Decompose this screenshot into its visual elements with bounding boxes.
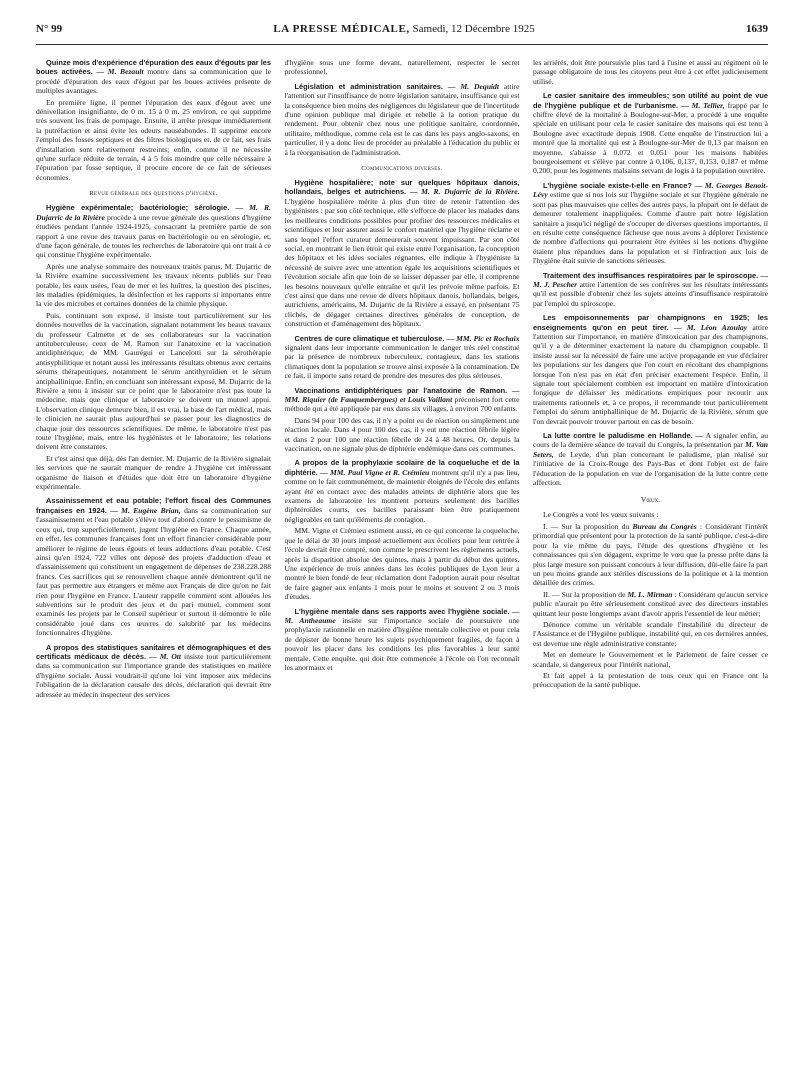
article-statistiques: A propos des statistiques sanitaires et démographiques et des certificats médicaux de décès. — M. Ott insiste tout particulièrement dans sa communication sur l'importance grande des statistiques en matière d'hygiène sociale. Aussi voudrait-il qu'une loi vint imposer aux médecins l'obligation de la déclaration causale des décès, déclaration qui devrait être adressée au médecin inspecteur des services (36, 642, 271, 699)
article-author: M. R. Dujarric de la Rivière (36, 203, 271, 222)
article-author: M. Dequidt (460, 81, 499, 91)
column-2 (285, 58, 520, 1068)
article-text: frappé par le chiffre élevé de la mortalité à Boulogne-sur-Mer, a procédé à une enquête spéciale en utilisant pour cela le casier sanitaire des maisons qui est tenu à Boulogne avec exactitude depuis 1908. Cette enquête de l'instruction lui a montré que la mortalité qui est à Boulogne-sur-Mer de 0,13 par maison en moyenne, s'abaisse à 0,072 et 0,051 pour les maisons habitées bourgeoisement et s'élève par contre à 0,106, 0,137, 0,153, 0,187 et même 0,200, pour les logements malsains servant de logis à la population ouvrière. (533, 100, 768, 176)
article-hygiene-mentale: L'hygiène mentale dans ses rapports avec l'hygiène sociale. — M. Antheaume insiste sur l'importance sociale de poursuivre une prophylaxie rationnelle en matière d'hygiène mentale collective et pour cela de dépister de bonne heure les sujets psychiquement fragiles, de façon à pouvoir les placer dans les conditions les plus favorables à leur santé mentale. Cette enquête, qui doit être commencée à l'école où l'on reconnaît les anormaux et (284, 606, 520, 672)
voeu-proposer: M. L. Mirman (627, 589, 673, 599)
article-continuation (285, 58, 520, 77)
article-paragraph: Après une analyse sommaire des nouveaux traités parus, M. Dujarric de la Rivière examine successivement les travaux récents publiés sur l'eau potable, les eaux usées, l'eau de mer et les huîtres, la question des piscines, les maladies épidémiques, la désinfection et les rapports si importants entre la vie des microbes et certaines données de la chimie physique. (36, 261, 271, 309)
article-title: Législation et administration sanitaires. (294, 81, 443, 91)
article-text: insiste sur l'importance sociale de poursuivre une prophylaxie rationnelle en matière d'hygiène mentale collective et pour cela de dépister de bonne heure les sujets psychiquement fragiles, de façon à pouvoir les placer dans les conditions les plus favorables à leur santé mentale. Cette enquête, qui doit être commencée à l'école où l'on reconnaît les anormaux et (284, 615, 520, 672)
article-title: Vaccinations antidiphtériques par l'anatoxine de Ramon. (294, 385, 508, 395)
journal-title (273, 23, 534, 35)
article-paludisme: La lutte contre le paludisme en Hollande. — A signaler enfin, au cours de la dernière séance de travail du Congrès, la présentation par M. Van Seters, de Leyde, d'un plan concernant le paludisme, plan réalisé sur l'initiative de la Croix-Rouge des Pays-Bas et dont l'objet est de faire l'éducation de la population en vue de l'organisation de la lutte contre cette affection. (533, 431, 768, 488)
article-vaccinations: Vaccinations antidiphtériques par l'anatoxine de Ramon. — MM. Riquier (de Fauquembergues) et Louis Vaillant préconisent fort cette méthode qui a été appliquée par eux dans six villages, à environ 700 enfants. Dans 94 pour 100 des cas, il n'y a point eu de réaction ou simplement une réaction locale. Dans 4 pour 100 des cas, il y eut une réaction fébrile légère et dans 2 pour 100 une réaction fébrile de 24 à 48 heures. Or, depuis la vaccination, on ne signale plus de diphtérie endémique dans ces communes. (284, 385, 520, 454)
article-paragraph: En première ligne, il permet l'épuration des eaux d'égout avec une dénivellation insignifiante, de 0 m. 15 à 0 m. 25 environ, ce qui supprime très souvent les frais de pompage. Ensuite, il arrête presque immédiatement la putréfaction et ainsi évite les odeurs nauséabondes. Il supprime encore l'emploi des fosses septiques et des filtres biologiques et, de ce fait, ses frais d'installation sont relativement restreints; enfin, comme il ne nécessite qu'une surface réduite de terrain, 4 à 5 fois moindre que celle nécessaire à l'épuration par fosse septique, il procure encore de ce fait de sérieuses économies. (36, 97, 271, 182)
column-1 (36, 58, 271, 1068)
article-author: MM. Pic et Rochaix (456, 333, 520, 343)
article-continuation (533, 58, 768, 86)
article-hygiene-experimentale: Hygiène expérimentale; bactériologie; sérologie. — M. R. Dujarric de la Rivière procède à une revue générale des questions d'hygiène étudiées pendant l'année 1924-1925, consacrant la première partie de son rapport à une revue des travaux parus en bactériologie ou en sérologie, et, d'une façon générale, de toutes les recherches de laboratoire qui ont trait à ce qui constitue l'hygiène expérimentale. Après une analyse sommaire des nouveaux traités parus, M. Dujarric de la Rivière examine successivement les travaux récents publiés sur l'eau potable, les eaux usées, l'eau de mer et les huîtres, la question des piscines, les maladies épidémiques, la désinfection et les rapports si importants entre la vie des microbes et certaines données de la chimie physique. Puis, continuant son exposé, il insiste tout particulièrement sur les données nouvelles de la vaccination, signalant notamment les beaux travaux du professeur Calmette et de ses collaborateurs sur la vaccination antituberculeuse, ceux de M. Ramon sur l'anatoxine et la vaccination antidiphtérique; de MM. Gaurégui et Lancelotti sur la sérothérapie antisyphilitique et notant aussi les intéressants résultats obtenus avec certains sérums thérapeutiques, notamment le sérum antithyroïdien et le sérum antiphallinique. Enfin, en concluant son intéressant exposé, M. Dujarric de la Rivière a tenu à insister sur ce point que le laboratoire n'est pas toute la médecine, mais que clinique et laboratoire se doivent un mutuel appui. L'observation clinique demeure bien, il est vrai, la base de l'art médical, mais le clinicien ne saurait plus aujourd'hui se passer pour les diagnostics de chaque jour des ressources scientifiques. De même, le laboratoire n'est pas toute l'hygiène, mais, entre les hygiénistes et le laboratoire, les relations doivent être constantes. Et c'est ainsi que déjà, dès l'an dernier, M. Dujarric de la Rivière signalait les services que ne saurait manquer de rendre à l'hygiène cet intéressant organisme de liaison et d'études que doit être un laboratoire d'hygiène expérimentale. (36, 203, 271, 492)
article-text: de Leyde, d'un plan concernant le paludisme, plan réalisé sur l'initiative de la Croix-Rouge des Pays-Bas et dont l'objet est de faire l'éducation de la population en vue de l'organisation de la lutte contre cette affection. (533, 449, 768, 488)
issue-date: Samedi, 12 Décembre 1925 (412, 23, 535, 35)
voeu-proposer: Bureau du Congrès (632, 521, 697, 531)
voeu-text: : Considérant qu'aucun service public n'aurait pu être sérieusement constitué avec des directeurs instables quittant leur poste longtemps avant d'avoir appris l'essentiel de leur métier; (533, 589, 768, 618)
article-title: L'hygiène mentale dans ses rapports avec l'hygiène sociale. (294, 606, 510, 616)
article-paragraph: Dans 94 pour 100 des cas, il n'y a point eu de réaction ou simplement une réaction locale. Dans 4 pour 100 des cas, il y eut une réaction fébrile légère et dans 2 pour 100 une réaction fébrile de 24 à 48 heures. Or, depuis la vaccination, on ne signale plus de diphtérie endémique dans ces communes. (284, 415, 520, 454)
page-number: 1639 (746, 23, 768, 35)
article-prophylaxie-scolaire: A propos de la prophylaxie scolaire de la coqueluche et de la diphtérie. — MM. Paul Vigne et R. Crémieu montrent qu'il n'y a pas lieu, comme on le fait communément, de maintenir éloignés de l'école des enfants ayant été en contact avec des malades atteints de diphtérie alors que les examens de laboratoire les montrent porteurs seulement des bacilles diphtéroïdes courts, ces bacilles paraissant bien être pratiquement négligeables en tant qu'éléments de contagion. MM. Vigne et Crémieu estiment aussi, en ce qui concerne la coqueluche, que le délai de 30 jours imposé actuellement aux écoliers pour leur rentrée à l'école devrait être compté, non comme le prescrivent les règlements actuels, après la disparition absolue des quintes, mais à partir du début des quintes. Une expérience de trois années dans les écoles publiques de Lyon leur a montré le bien fondé de leur réclamation dont l'adoption aurait pour résultat de faire gagner aux enfants 1 mois pour le moins et souvent 2 ou 3 mois d'études. (284, 458, 520, 602)
article-text: montrent qu'il n'y a pas lieu, comme on le fait communément, de maintenir éloignés de l'école des enfants ayant été en contact avec des malades atteints de diphtérie alors que les examens de laboratoire les montrent porteurs seulement des bacilles diphtéroïdes courts, ces bacilles paraissant bien être pratiquement négligeables en tant qu'éléments de contagion. (284, 467, 520, 524)
voeux-intro: Le Congrès a voté les vœux suivants : (543, 510, 659, 520)
article-cure-climatique: Centres de cure climatique et tuberculose. — MM. Pic et Rochaix signalent dans leur importante communication le danger très réel constitué par la présence de nombreux tuberculeux, contagieux, dans les stations climatiques dont la population se trouve ainsi exposée à la contamination. De ce fait, il importe sans retard de prendre des mesures des plus sérieuses. (284, 333, 520, 381)
article-title: Quinze mois d'expérience d'épuration des eaux d'égouts par les boues activées. (36, 58, 271, 77)
article-text: insiste tout particulièrement dans sa communication sur l'importance grande des statistiques en matière d'hygiène sociale. Aussi voudrait-il qu'une loi vint imposer aux médecins l'obligation de la déclaration causale des décès, déclaration qui devrait être adressée au médecin inspecteur des services (36, 651, 271, 699)
article-text: préconisent fort cette méthode qui a été appliquée par eux dans six villages, à environ 700 enfants. (284, 395, 520, 414)
article-text: attire l'attention de ses confrères sur les résultats intéressants qu'il est possible d'obtenir chez les sujets atteints d'insuffisance respiratoire par l'emploi du spiroscope. (533, 279, 768, 308)
article-title: A propos des statistiques sanitaires et démographiques et des certificats médicaux de décès. (36, 642, 271, 661)
article-paragraph: Puis, continuant son exposé, il insiste tout particulièrement sur les données nouvelles de la vaccination, signalant notamment les beaux travaux du professeur Calmette et de ses collaborateurs sur la vaccination antituberculeuse, ceux de M. Ramon sur l'anatoxine et la vaccination antidiphtérique; de MM. Gaurégui et Lancelotti sur la sérothérapie antisyphilitique et notant aussi les intéressants résultats obtenus avec certains sérums thérapeutiques, notamment le sérum antithyroïdien et le sérum antiphallinique. Enfin, en concluant son intéressant exposé, M. Dujarric de la Rivière a tenu à insister sur ce point que le laboratoire n'est pas toute la médecine, mais que clinique et laboratoire se doivent un mutuel appui. L'observation clinique demeure bien, il est vrai, la base de l'art médical, mais le clinicien ne saurait plus aujourd'hui se passer pour les diagnostics de chaque jour des ressources scientifiques. De même, le laboratoire n'est pas toute l'hygiène, mais, entre les hygiénistes et le laboratoire, les relations doivent être constantes. (36, 310, 271, 452)
article-title: Assainissement et eau potable; l'effort fiscal des Communes françaises en 1924. (36, 496, 271, 515)
journal-name: LA PRESSE MÉDICALE, (273, 23, 410, 35)
article-text: A signaler enfin, au cours de la dernière séance de travail du Congrès, la présentation par (533, 431, 768, 450)
voeu-1 (533, 522, 768, 588)
voeux-list (533, 510, 768, 689)
article-author: M. Antheaume (284, 615, 336, 625)
article-author: M. Van Seters, (533, 440, 768, 459)
article-title: Hygiène hospitalière; note sur quelques hôpitaux danois, hollandais, belges et autrichiens. (284, 178, 520, 197)
article-champignons: Les empoisonnements par champignons en 1925; les enseignements qu'on en peut tirer. — M. Léon Azoulay attire l'attention sur l'importance, en matière d'intoxication par des champignons, qu'il y a de déterminer exactement la nature du champignon coupable. Il insiste aussi sur la nécessité de faire une active propagande en vue d'éclairer les populations sur les dangers que l'on court en récoltant des champignons lorsque l'on n'est pas en état d'en préciser exactement l'espèce. Enfin, il signale tout spécialement combien est important en matière d'intoxication fongique de délaisser les médications empiriques pour recourir aux traitements rationnels et, à ce propos, il recommande tout particulièrement l'emploi du sérum antiphallinique de M. Dujarric de la Rivière, sérum que l'on devrait pouvoir trouver partout en cas de besoin. (533, 313, 768, 426)
article-text: attire l'attention sur l'insuffisance de notre législation sanitaire, insuffisance qui est la conséquence bien moins des négligences du législateur que de l'incertitude d'une opinion publique mal dirigée et rebelle à la notion pratique du rendement. Pour obtenir chez nous une politique sanitaire, coordonnée, utilitaire, méthodique, comme cela est le cas dans les pays anglo-saxons, en particulier, il y a donc lieu de procéder au préalable à l'éducation du public et à la réorganisation de l'administration. (284, 81, 520, 157)
voeu-paragraph: Et fait appel à la protestation de tous ceux qui en France ont la préoccupation de la santé publique. (533, 670, 768, 690)
article-title: Les empoisonnements par champignons en 1925; les enseignements qu'on en peut tirer. (533, 313, 768, 332)
article-hygiene-sociale: L'hygiène sociale existe-t-elle en France? — M. Georges Benoit-Lévy estime que si nos lois sur l'hygiène sociale et sur l'hygiène générale ne sont pas plus mauvaises que celles des autres pays, la plupart ont le défaut de demeurer totalement inappliquées. Comme d'autre part notre législation sanitaire a jusqu'ici négligé de s'occuper de diverses questions importantes, il en résulte cette conséquence fâcheuse que nous avons à déplorer l'existence de nombre d'affections qui pourraient être évitées si les notions d'hygiène étaient plus répandues dans la population et si l'infraction aux lois de l'hygiène était suivie de sanctions sérieuses. (533, 180, 768, 266)
article-paragraph: d'hygiène sous une forme devant, naturellement, respecter le secret professionnel, (284, 58, 520, 77)
page-header (36, 14, 768, 45)
article-title: La lutte contre le paludisme en Hollande. (543, 431, 693, 441)
article-author: M. Eugène Brian, (121, 505, 181, 515)
article-title: Hygiène expérimentale; bactériologie; sérologie. (46, 203, 230, 213)
section-heading: Communications diverses. (361, 165, 443, 173)
article-text: estime que si nos lois sur l'hygiène sociale et sur l'hygiène générale ne sont pas plus mauvaises que celles des autres pays, la plupart ont le défaut de demeurer totalement inappliquées. Comme d'autre part notre législation sanitaire a jusqu'ici négligé de s'occuper de diverses questions importantes, il en résulte cette conséquence fâcheuse que nous avons à déplorer l'existence de nombre d'affections qui pourraient être évitées si les notions d'hygiène étaient plus répandues dans la population et si l'infraction aux lois de l'hygiène était suivie de sanctions sérieuses. (533, 190, 768, 266)
voeu-lead: I. — Sur la proposition du (543, 521, 630, 531)
article-author: M. Tellier, (691, 100, 725, 110)
article-author: MM. Riquier (de Fauquembergues) et Louis Vaillant (284, 395, 453, 404)
article-text: signalent dans leur importante communication le danger très réel constitué par la présence de nombreux tuberculeux, contagieux, dans les stations climatiques dont la population se trouve ainsi exposée à la contamination. De ce fait, il importe sans retard de prendre des mesures des plus sérieuses. (284, 342, 520, 381)
article-legislation: Législation et administration sanitaires. — M. Dequidt attire l'attention sur l'insuffisance de notre législation sanitaire, insuffisance qui est la conséquence bien moins des négligences du législateur que de l'incertitude d'une opinion publique mal dirigée et rebelle à la notion pratique du rendement. Pour obtenir chez nous une politique sanitaire, coordonnée, utilitaire, méthodique, comme cela est le cas dans les pays anglo-saxons, en particulier, il y a donc lieu de procéder au préalable à l'éducation du public et à la réorganisation de l'administration. (284, 81, 520, 157)
article-title: Le casier sanitaire des immeubles; son utilité au point de vue de l'hygiène publique et de l'urbanisme. (533, 91, 768, 110)
article-title: A propos de la prophylaxie scolaire de la coqueluche et de la diphtérie. (284, 458, 520, 477)
article-paragraph: MM. Vigne et Crémieu estiment aussi, en ce qui concerne la coqueluche, que le délai de 30 jours imposé actuellement aux écoliers pour leur rentrée à l'école devrait être compté, non comme le prescrivent les règlements actuels, après la disparition absolue des quintes, mais à partir du début des quintes. Une expérience de trois années dans les écoles publiques de Lyon leur a montré le bien fondé de leur réclamation dont l'adoption aurait pour résultat de faire gagner aux enfants 1 mois pour le moins et souvent 2 ou 3 mois d'études. (284, 526, 520, 602)
article-casier-sanitaire: Le casier sanitaire des immeubles; son utilité au point de vue de l'hygiène publique et de l'urbanisme. — M. Tellier, frappé par le chiffre élevé de la mortalité à Boulogne-sur-Mer, a procédé à une enquête spéciale en utilisant pour cela le casier sanitaire des maisons qui est tenu à Boulogne avec exactitude depuis 1908. Cette enquête de l'instruction lui a montré que la mortalité qui est à Boulogne-sur-Mer de 0,13 par maison en moyenne, s'abaisse à 0,072 et 0,051 pour les maisons habitées bourgeoisement et s'élève par contre à 0,106, 0,137, 0,153, 0,187 et même 0,200, pour les logements malsains servant de logis à la population ouvrière. (533, 91, 768, 176)
article-author: M. J. Pescher (533, 279, 578, 289)
article-author: MM. Paul Vigne et R. Crémieu (329, 467, 430, 477)
voeu-lead: II. — Sur la proposition de (543, 589, 626, 599)
article-text: montre dans sa communication que le procédé d'épuration des eaux d'égout par les boues activées présente de multiples avantages. (36, 67, 271, 96)
voeu-2 (533, 590, 768, 618)
article-epuration: Quinze mois d'expérience d'épuration des eaux d'égouts par les boues activées. — M. Bezault montre dans sa communication que le procédé d'épuration des eaux d'égout par les boues activées présente de multiples avantages. En première ligne, il permet l'épuration des eaux d'égout avec une dénivellation insignifiante, de 0 m. 15 à 0 m. 25 environ, ce qui supprime très souvent les frais de pompage. Ensuite, il arrête presque immédiatement la putréfaction et ainsi évite les odeurs nauséabondes. Il supprime encore l'emploi des fosses septiques et des filtres biologiques et, de ce fait, ses frais d'installation sont relativement restreints; enfin, comme il ne nécessite qu'une surface réduite de terrain, 4 à 5 fois moindre que celle nécessaire à l'épuration par fosse septique, il procure encore de ce fait de sérieuses économies. (36, 58, 271, 182)
voeu-paragraph: Met en demeure le Gouvernement et le Parlement de faire cesser ce scandale, si dangereux pour l'intérêt national, (533, 650, 768, 669)
article-hygiene-hospitaliere: Hygiène hospitalière; note sur quelques hôpitaux danois, hollandais, belges et autrichiens. — M. R. Dujarric de la Rivière. L'hygiène hospitalière mérite à plus d'un titre de retenir l'attention des hygiénistes : par son côté technique, elle s'efforce de placer les malades dans les meilleures conditions possibles pour profiter des ressources médicales et scientifiques et leur assurer aussi le confort matériel que l'hygiène réclame et sans lequel l'effort curateur demeurerait souvent impuissant. Par son côté social, en montrant le lien étroit qui existe entre l'organisation, la conception des hôpitaux et les idées sociales régnantes, elle indique à l'hygiéniste la nécessité de suivre avec une attention égale les acquisitions scientifiques et l'évolution sociale afin que loin de se laisser dépasser par elle, il comprenne les besoins nouveaux qu'elle entraîne et qu'il les prévoie même parfois. Et c'est ainsi que dans une revue de divers hôpitaux danois, hollandais, belges, autrichiens, américains, M. Dujarric de la Rivière a essayé, en présentant 75 clichés, de dégager certaines directives générales de conception, de construction et d'aménagement des hôpitaux. (284, 178, 520, 329)
article-columns (36, 58, 768, 1068)
article-author: M. Léon Azoulay (686, 322, 748, 332)
article-spiroscope: Traitement des insuffisances respiratoires par le spiroscope. — M. J. Pescher attire l'attention de ses confrères sur les résultats intéressants qu'il est possible d'obtenir chez les sujets atteints d'insuffisance respiratoire par l'emploi du spiroscope. (533, 270, 768, 308)
article-author: M. R. Dujarric de la Rivière. (421, 187, 520, 197)
issue-number: N° 99 (36, 23, 63, 35)
article-title: Centres de cure climatique et tuberculose. (294, 333, 445, 343)
article-text: procède à une revue générale des questions d'hygiène étudiées pendant l'année 1924-1925, consacrant la première partie de son rapport à une revue des travaux parus en bactériologie ou en sérologie, et, d'une façon générale, de toutes les recherches de laboratoire qui ont trait à ce qui constitue l'hygiène expérimentale. (36, 212, 271, 260)
voeu-text: : Considérant l'intérêt primordial que présentent pour la protection de la santé publique, c'est-à-dire pour la vie même du pays, l'étude des questions d'hygiène et les connaissances qui s'en dégagent, exprime le vœu que la presse prête dans la plus large mesure son puissant concours à leur diffusion, dût-elle faire la part un peu moins grande aux stériles discussions de la politique et à la mention détaillée des crimes. (533, 521, 768, 588)
article-text: L'hygiène hospitalière mérite à plus d'un titre de retenir l'attention des hygiénistes : par son côté technique, elle s'efforce de placer les malades dans les meilleures conditions possibles pour profiter des ressources médicales et scientifiques et leur assurer aussi le confort matériel que l'hygiène réclame et sans lequel l'effort curateur demeurerait souvent impuissant. Par son côté social, en montrant le lien étroit qui existe entre l'organisation, la conception des hôpitaux et les idées sociales régnantes, elle indique à l'hygiéniste la nécessité de suivre avec une attention égale les acquisitions scientifiques et l'évolution sociale afin que loin de se laisser dépasser par elle, il comprenne les besoins nouveaux qu'elle entraîne et qu'il les prévoie même parfois. Et c'est ainsi que dans une revue de divers hôpitaux danois, hollandais, belges, autrichiens, américains, M. Dujarric de la Rivière a essayé, en présentant 75 clichés, de dégager certaines directives générales de conception, de construction et d'aménagement des hôpitaux. (284, 196, 520, 329)
article-title: L'hygiène sociale existe-t-elle en France? (543, 180, 692, 190)
article-text: attire l'attention sur l'importance, en matière d'intoxication par des champignons, qu'il y a de déterminer exactement la nature du champignon coupable. Il insiste aussi sur la nécessité de faire une active propagande en vue d'éclairer les populations sur les dangers que l'on court en récoltant des champignons lorsque l'on n'est pas en état d'en préciser exactement l'espèce. Enfin, il signale tout spécialement combien est important en matière d'intoxication fongique de délaisser les médications empiriques pour recourir aux traitements rationnels et, à ce propos, il recommande tout particulièrement l'emploi du sérum antiphallinique de M. Dujarric de la Rivière, sérum que l'on devrait pouvoir trouver partout en cas de besoin. (533, 322, 768, 426)
voeu-paragraph: Dénonce comme un véritable scandale l'instabilité du directeur de l'Assistance et de l'Hygiène publique, instabilité qui, en ces dernières années, est devenue une règle administrative constante; (533, 619, 768, 648)
article-author: M. Georges Benoit-Lévy (533, 180, 768, 200)
article-paragraph: Et c'est ainsi que déjà, dès l'an dernier, M. Dujarric de la Rivière signalait les services que ne saurait manquer de rendre à l'hygiène cet intéressant organisme de liaison et d'études que doit être un laboratoire d'hygiène expérimentale. (36, 453, 271, 492)
column-3 (533, 58, 768, 1068)
article-text: dans sa communication sur l'assainissement et l'eau potable s'élève tout d'abord contre le pessimisme de ceux qui, trop superficiellement, jugent l'hygiène en France. Chaque année, en effet, les communes françaises font un effort financier considérable pour améliorer le régime de leurs égouts et leurs adductions d'eau potable. C'est ainsi qu'en 1924, 722 villes ont déposé des projets d'adduction d'eau et d'assainissement qui constituent un engagement de dépenses de 238.228.288 francs. Ces sacrifices qui se renouvellent chaque année démontrent qu'il ne faut pas permettre aux étrangers et même aux Français de dire qu'on ne fait rien pour l'hygiène en France. L'auteur rappelle comment sont allouées les subventions sur le produit des jeux et du pari mutuel, comment sont examinés les projets par le Conseil supérieur et surtout il démontre le rôle considérable joué dans ces œuvres de salubrité par les médecins fonctionnaires d'hygiène. (36, 505, 271, 638)
article-author: M. Bezault (107, 67, 144, 77)
section-heading: Vœux. (640, 495, 661, 505)
article-paragraph: les arriérés, doit être poursuivie plus tard à l'usine et aussi au régiment où le passage obligatoire de tous les citoyens peut être à cet effet judicieusement utilisé. (533, 58, 768, 86)
section-heading: Revue générale des questions d'hygiène. (89, 190, 218, 198)
article-author: M. Ott (159, 651, 182, 661)
article-title: Traitement des insuffisances respiratoires par le spiroscope. (543, 270, 759, 280)
article-assainissement: Assainissement et eau potable; l'effort fiscal des Communes françaises en 1924. — M. Eugène Brian, dans sa communication sur l'assainissement et l'eau potable s'élève tout d'abord contre le pessimisme de ceux qui, trop superficiellement, jugent l'hygiène en France. Chaque année, en effet, les communes françaises font un effort financier considérable pour améliorer le régime de leurs égouts et leurs adductions d'eau potable. C'est ainsi qu'en 1924, 722 villes ont déposé des projets d'adduction d'eau et d'assainissement qui constituent un engagement de dépenses de 238.228.288 francs. Ces sacrifices qui se renouvellent chaque année démontrent qu'il ne faut pas permettre aux étrangers et même aux Français de dire qu'on ne fait rien pour l'hygiène en France. L'auteur rappelle comment sont allouées les subventions sur le produit des jeux et du pari mutuel, comment sont examinés les projets par le Conseil supérieur et surtout il démontre le rôle considérable joué dans ces œuvres de salubrité par les médecins fonctionnaires d'hygiène. (36, 496, 271, 638)
